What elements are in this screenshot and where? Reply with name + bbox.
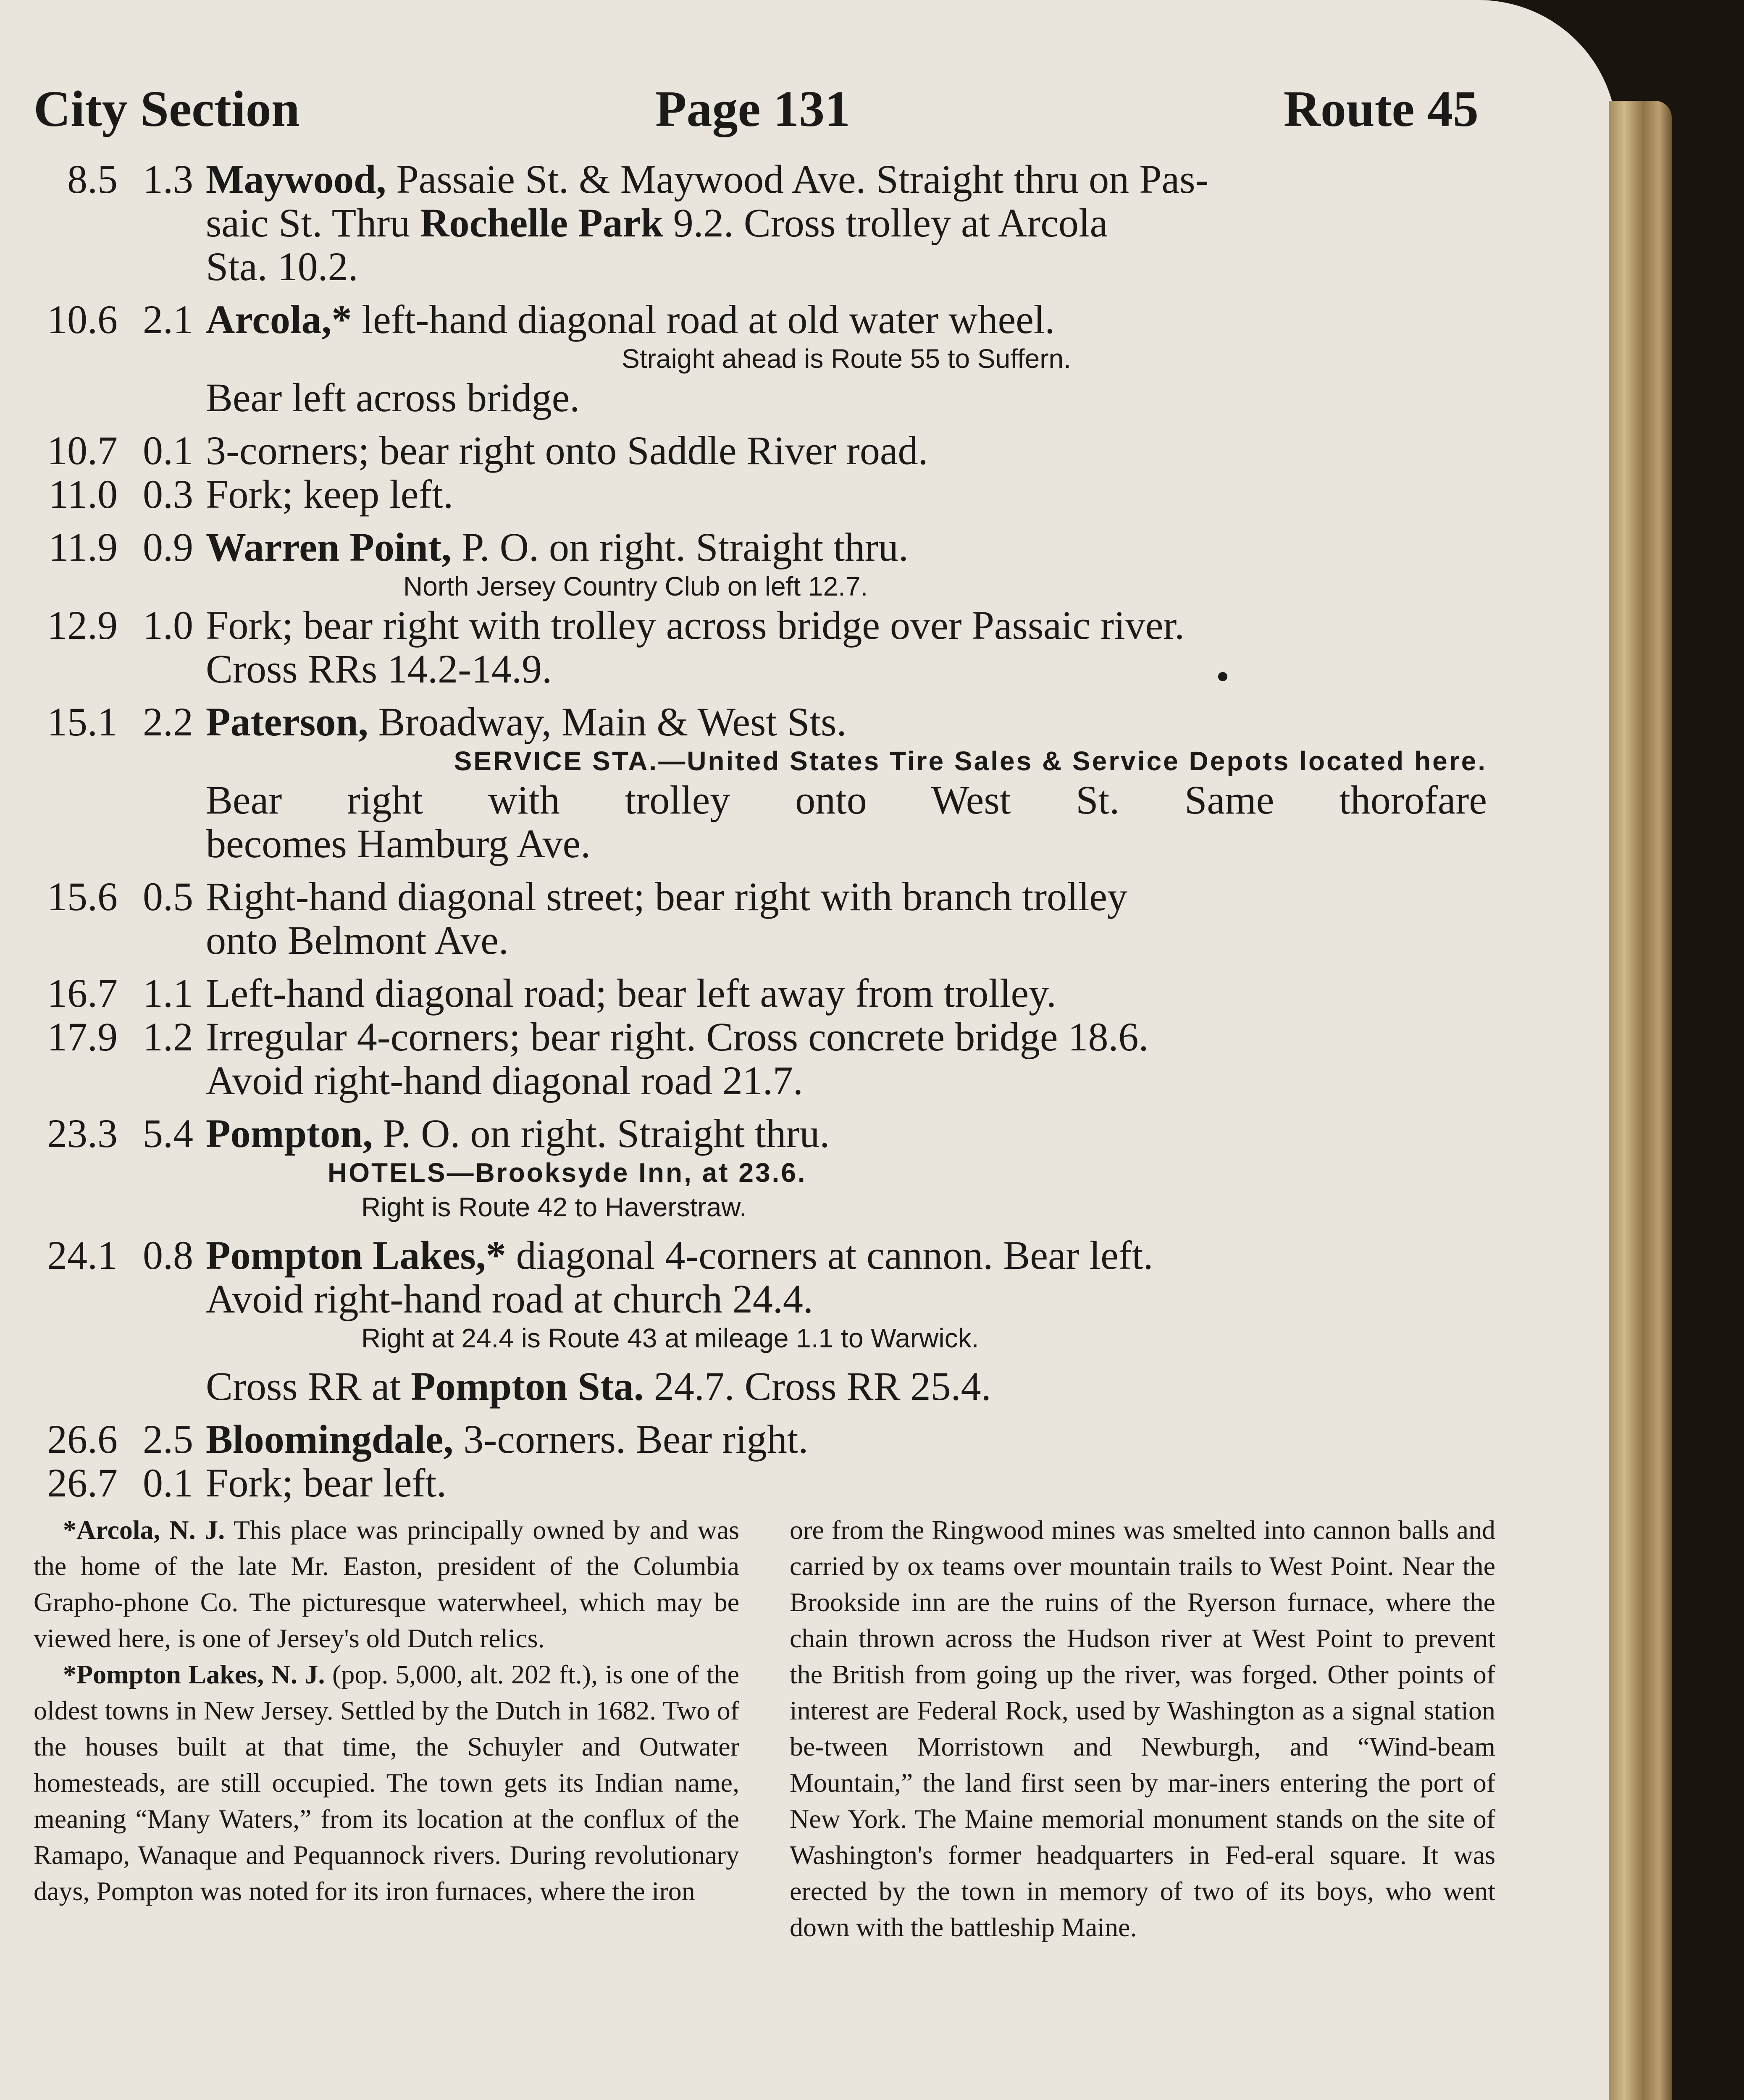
route-row: 16.7 1.1 Left-hand diagonal road; bear left away from trolley.: [47, 971, 1056, 1016]
route-row: 17.9 1.2 Irregular 4-corners; bear right. Cross concrete bridge 18.6.: [47, 1014, 1149, 1059]
route-row: 11.0 0.3 Fork; keep left.: [48, 472, 454, 517]
route-title: Route 45: [1283, 81, 1479, 137]
route-row-cont: saic St. Thru Rochelle Park 9.2. Cross trolley at Arcola: [206, 200, 1108, 245]
route-row: 23.3 5.4 Pompton, P. O. on right. Straight thru.: [47, 1111, 830, 1156]
route-row: 10.6 2.1 Arcola,* left-hand diagonal road at old water wheel.: [47, 297, 1055, 342]
route-note: Straight ahead is Route 55 to Suffern.: [622, 344, 1071, 374]
hotels-note: HOTELS—Brooksyde Inn, at 23.6.: [328, 1158, 807, 1188]
service-note: SERVICE STA.—United States Tire Sales & Service Depots located here.: [454, 746, 1487, 776]
route-row: 8.5 1.3 Maywood, Passaie St. & Maywood Ave. Straight thru on Pas-: [67, 157, 1209, 202]
route-row: 12.9 1.0 Fork; bear right with trolley across bridge over Passaic river.: [47, 603, 1185, 648]
route-row: 15.6 0.5 Right-hand diagonal street; bear right with branch trolley: [47, 874, 1128, 919]
route-row: 10.7 0.1 3-corners; bear right onto Saddle River road.: [47, 428, 928, 473]
page-header: [34, 80, 1479, 143]
page-edge: [1609, 101, 1672, 2100]
page-number: Page 131: [655, 81, 851, 137]
route-row: 11.9 0.9 Warren Point, P. O. on right. Straight thru.: [48, 525, 909, 570]
route-row: 26.6 2.5 Bloomingdale, 3-corners. Bear right.: [47, 1417, 809, 1462]
route-note: Right is Route 42 to Haverstraw.: [361, 1192, 747, 1222]
route-note: North Jersey Country Club on left 12.7.: [403, 571, 868, 601]
print-dot: [1218, 672, 1227, 681]
section-title: City Section: [34, 81, 300, 137]
route-directions: 8.5 1.3 Maywood, Passaie St. & Maywood Ave. Straight thru on Pas- saic St. Thru Rochelle Park 9.2. Cross trolley at Arcola Sta. 10.2. 10.6 2.1 Arcola,* left-hand diagonal road at old water wheel. Straight ahead is Route 55 to Suffern. Bear left across bridge. 10.7 0.1 3-corners; bear right onto Saddle River road. 11.0 0.3 Fork; keep left. 11.9 0.9 Warren Point, P. O. on right. Straight thru. North Jersey Country Club on left 12.7. 12.9 1.0 Fork; bear right with trolley across bridge over Passaic river. Cross RRs 14.2-14.9. 15.1 2.2 Paterson, Broadway, Main & West Sts. SERVICE STA.—United States Tire Sales & Service Depots located here. Bear right with trolley onto West St. Same thorofare becomes Hamburg Ave. 15.6 0.5 Right-hand diagonal street; bear right with branch trolley onto Belmont Ave. 16.7 1.1 Left-hand diagonal road; bear left away from trolley. 17.9 1.2 Irregular 4-corners; bear right. Cross concrete bridge 18.6. Avoid right-hand diagonal road 21.7. 23.3 5.4 Pompton, P. O. on right. Straight thru. HOTELS—Brooksyde Inn, at 23.6. Right is Route 42 to Haverstraw. 24.1 0.8 Pompton Lakes,* diagonal 4-corners at cannon. Bear left. Avoid right-hand road at church 24.4. Right at 24.4 is Route 43 at mileage 1.1 to Warwick. Cross RR at Pompton Sta. 24.7. Cross RR 25.4. 26.6 2.5 Bloomingdale, 3-corners. Bear right. 26.7 0.1 Fork; bear left.: [34, 158, 1487, 1505]
route-row: 24.1 0.8 Pompton Lakes,* diagonal 4-corners at cannon. Bear left.: [47, 1233, 1153, 1278]
route-row: 26.7 0.1 Fork; bear left.: [47, 1460, 447, 1505]
footnote-left: *Arcola, N. J. This place was principally owned by and was the home of the late Mr. Easton, president of the Columbia Grapho-phone Co. The picturesque waterwheel, which may be viewed here, is one of Jersey's old Dutch relics. *Pompton Lakes, N. J. (pop. 5,000, alt. 202 ft.), is one of the oldest towns in New Jersey. Settled by the Dutch in 1682. Two of the houses built at that time, the Schuyler and Outwater homesteads, are still occupied. The town gets its Indian name, meaning “Many Waters,” from its location at the conflux of the Ramapo, Wanaque and Pequannock rivers. During revolutionary days, Pompton was noted for its iron furnaces, where the iron: [34, 1515, 740, 1906]
route-note: Right at 24.4 is Route 43 at mileage 1.1 to Warwick.: [361, 1323, 979, 1353]
route-row: 15.1 2.2 Paterson, Broadway, Main & West Sts.: [47, 699, 847, 744]
footnote-right: ore from the Ringwood mines was smelted into cannon balls and carried by ox teams over mountain trails to West Point. Near the Brookside inn are the ruins of the Ryerson furnace, where the chain thrown across the Hudson river at West Point to prevent the British from going up the river, was forged. Other points of interest are Federal Rock, used by Washington as a signal station be-tween Morristown and Newburgh, and “Wind-beam Mountain,” the land first seen by mar-iners entering the port of New York. The Maine memorial monument stands on the site of Washington's former headquarters in Fed-eral square. It was erected by the town in memory of two of its boys, who went down with the battleship Maine.: [790, 1515, 1495, 1942]
